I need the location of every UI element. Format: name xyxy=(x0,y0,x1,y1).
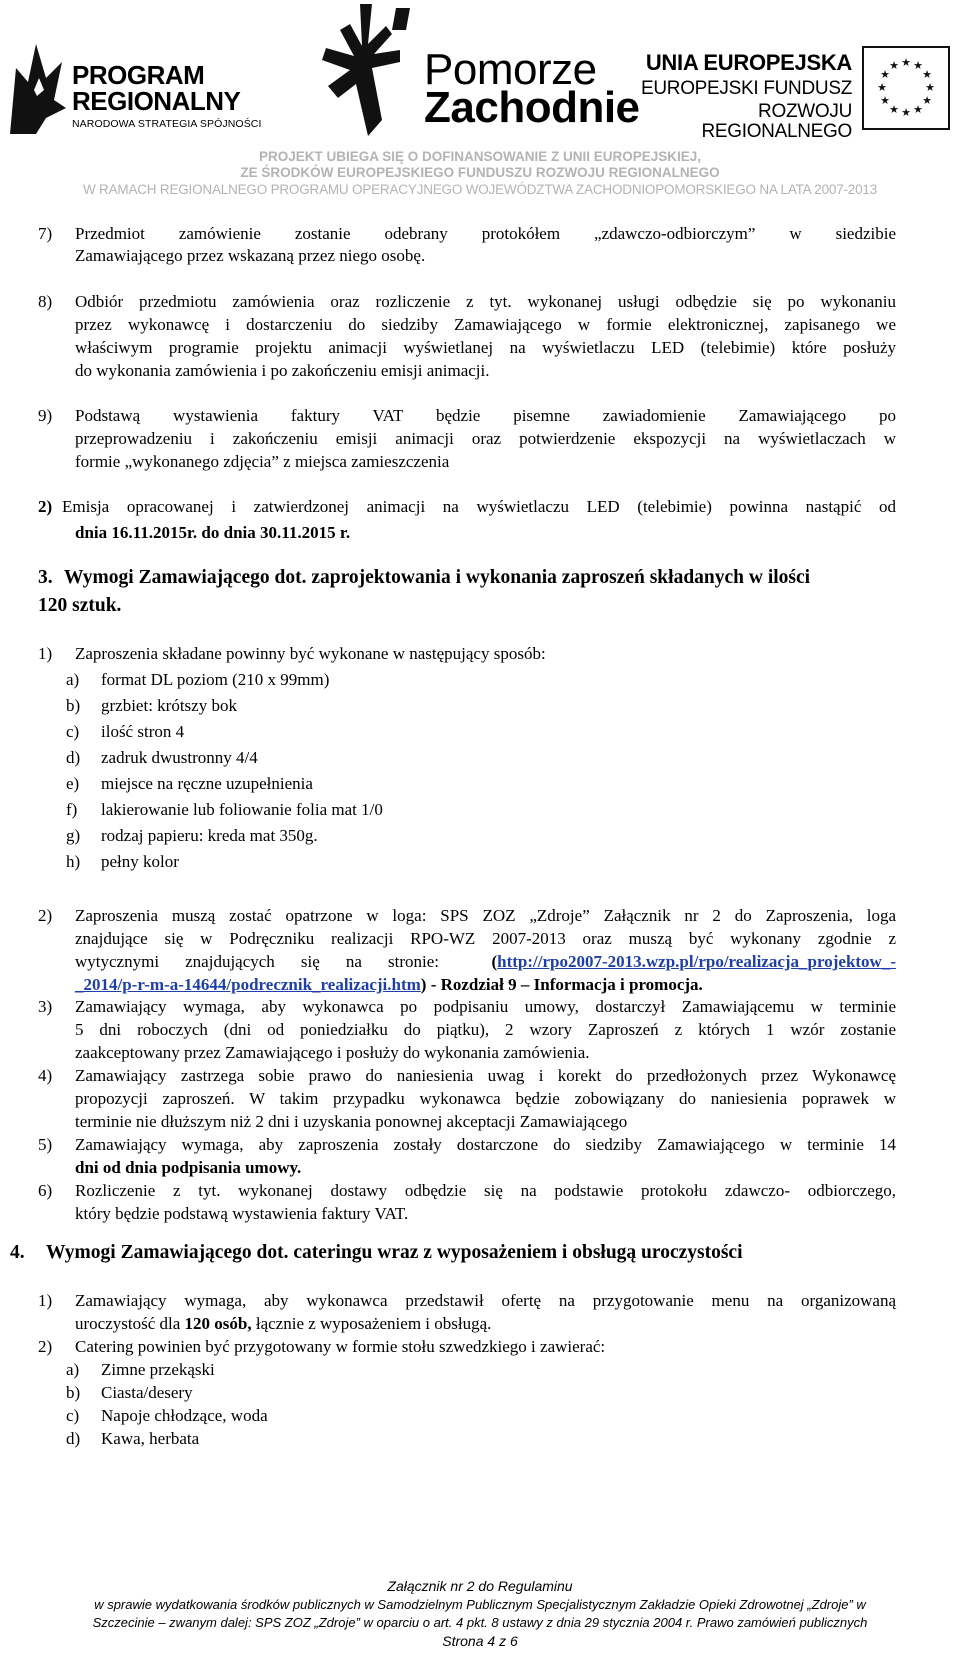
list-item: format DL poziom (210 x 99mm) xyxy=(101,670,330,689)
list-item: pełny kolor xyxy=(101,852,179,871)
item-number: 2) xyxy=(38,497,53,516)
section-number: 4. xyxy=(10,1242,25,1263)
paren-open: ( xyxy=(491,952,498,971)
item-number: 7) xyxy=(38,224,53,243)
paragraph-line: Rozliczenie z tyt. wykonanej dostawy odbędzie się na podstawie protokołu zdawczo- odbiorczego, xyxy=(75,1181,896,1200)
eu-flag-icon xyxy=(862,46,950,130)
text-segment: uroczystość dla xyxy=(75,1314,185,1333)
pomorze-label: Pomorze xyxy=(424,45,597,94)
program-regionalny-logo xyxy=(6,38,266,138)
paragraph-line: 5 dni roboczych (dni od poniedziałku do piątku), 2 wzory Zaproszeń z których 1 wzór zostanie xyxy=(75,1020,896,1039)
footer-line-2: w sprawie wydatkowania środków publicznych w Samodzielnym Publicznym Specjalistycznym Zakładzie Opieki Zdrowotnej „Zdroje” w xyxy=(94,1597,866,1612)
section-heading: Wymogi Zamawiającego dot. zaprojektowania i wykonania zaproszeń składanych w ilości xyxy=(64,567,811,588)
text-na: na xyxy=(345,952,362,971)
list-letter: a) xyxy=(66,1360,80,1379)
program-label: PROGRAM xyxy=(72,60,205,90)
paragraph-line: Catering powinien być przygotowany w formie stołu szwedzkiego i zawierać: xyxy=(75,1337,606,1356)
unia-label: UNIA EUROPEJSKA xyxy=(645,50,852,75)
paragraph-line: Emisja opracowanej i zatwierdzonej animacji na wyświetlaczu LED (telebimie) powinna nastąpić od xyxy=(62,497,896,516)
svg-text:★: ★ xyxy=(880,68,890,81)
item-number: 1) xyxy=(38,644,53,663)
text-stronie: stronie: xyxy=(387,952,439,971)
text-znajdujacych: znajdujących xyxy=(185,952,275,971)
list-item: zadruk dwustronny 4/4 xyxy=(101,748,258,767)
list-letter: d) xyxy=(66,748,81,767)
rpo-link[interactable]: http://rpo2007-2013.wzp.pl/rpo/realizacja_projektow_- xyxy=(497,952,896,971)
section-heading: 120 sztuk. xyxy=(38,595,122,616)
list-letter: f) xyxy=(66,800,78,819)
svg-text:★: ★ xyxy=(880,94,890,107)
item-number: 2) xyxy=(38,1337,53,1356)
strategia-label: NARODOWA STRATEGIA SPÓJNOŚCI xyxy=(72,118,262,130)
text-sie: się xyxy=(300,952,320,971)
list-item: Ciasta/desery xyxy=(101,1383,193,1402)
paragraph-line: właściwym programie projektu animacji wyświetlanej na wyświetlaczu LED (telebimie) które posłuży xyxy=(75,338,896,357)
paragraph-line: dnia 16.11.2015r. do dnia 30.11.2015 r. xyxy=(75,523,351,542)
footer-line-3: Szczecinie – zwanym dalej: SPS ZOZ „Zdroje” w oparciu o art. 4 pkt. 8 ustawy z dnia 29 stycznia 2004 r. Prawo zamówień publicznych xyxy=(92,1615,868,1630)
paragraph-line: Zaproszenia składane powinny być wykonane w następujący sposób: xyxy=(75,644,546,663)
chapter-reference: ) - Rozdział 9 – Informacja i promocja. xyxy=(420,975,703,994)
section-number: 3. xyxy=(38,567,53,588)
item-number: 6) xyxy=(38,1181,53,1200)
section-heading: Wymogi Zamawiającego dot. cateringu wraz z wyposażeniem i obsługą uroczystości xyxy=(46,1242,743,1263)
list-letter: b) xyxy=(66,696,81,715)
paragraph-line: przeprowadzeniu i zakończeniu emisji animacji oraz potwierdzenie ekspozycji na wyświetlaczach w xyxy=(75,429,896,448)
svg-text:★: ★ xyxy=(925,81,935,94)
svg-text:★: ★ xyxy=(922,94,932,107)
list-item: grzbiet: krótszy bok xyxy=(101,696,237,715)
footer-line-1: Załącznik nr 2 do Regulaminu xyxy=(387,1578,573,1594)
paragraph-line: do wykonania zamówienia i po zakończeniu emisji animacji. xyxy=(75,361,490,380)
guest-count: 120 osób, xyxy=(184,1314,252,1333)
list-item: rodzaj papieru: kreda mat 350g. xyxy=(101,826,318,845)
list-item: miejsce na ręczne uzupełnienia xyxy=(101,774,313,793)
paragraph-line: który będzie podstawą wystawienia faktury VAT. xyxy=(75,1204,409,1223)
unia-europejska-logo xyxy=(636,44,956,142)
paragraph-line: dni od dnia podpisania umowy. xyxy=(75,1158,302,1177)
project-line-1: PROJEKT UBIEGA SIĘ O DOFINANSOWANIE Z UNII EUROPEJSKIEJ, xyxy=(258,149,702,164)
item-number: 3) xyxy=(38,997,53,1016)
paragraph-line: Przedmiot zamówienie zostanie odebrany protokółem „zdawczo-odbiorczym” w siedzibie xyxy=(75,224,896,243)
page-number: Strona 4 z 6 xyxy=(442,1633,518,1649)
svg-text:★: ★ xyxy=(877,81,887,94)
list-letter: e) xyxy=(66,774,80,793)
svg-text:★: ★ xyxy=(901,106,911,119)
list-item: ilość stron 4 xyxy=(101,722,185,741)
rozwoju-label: ROZWOJU REGIONALNEGO xyxy=(701,101,852,142)
header-logos xyxy=(0,0,960,150)
paragraph-line xyxy=(75,1313,491,1335)
item-number: 9) xyxy=(38,406,53,425)
svg-text:★: ★ xyxy=(889,59,899,72)
regionalny-label: REGIONALNY xyxy=(72,86,241,116)
paragraph-line: Zamawiający wymaga, aby wykonawca po podpisaniu umowy, dostarczył Zamawiającemu w terminie xyxy=(75,997,896,1016)
rpo-link-continued[interactable]: _2014/p-r-m-a-14644/podrecznik_realizacji.htm xyxy=(75,975,421,994)
program-regionalny-star-icon xyxy=(6,38,68,138)
paragraph-line: zaakceptowany przez Zamawiającego i posłuży do wykonania zamówienia. xyxy=(75,1043,590,1062)
paragraph-line xyxy=(75,951,896,973)
list-letter: d) xyxy=(66,1429,81,1448)
paragraph-line: Podstawą wystawienia faktury VAT będzie pisemne zawiadomienie Zamawiającego po xyxy=(75,406,896,425)
list-item: Kawa, herbata xyxy=(101,1429,200,1448)
list-item: Napoje chłodzące, woda xyxy=(101,1406,268,1425)
zachodnie-label: Zachodnie xyxy=(424,83,640,132)
paragraph-line: Odbiór przedmiotu zamówienia oraz rozliczenie z tyt. wykonanej usługi odbędzie się po wykonaniu xyxy=(75,292,896,311)
item-number: 4) xyxy=(38,1066,53,1085)
item-number: 8) xyxy=(38,292,53,311)
project-line-2: ZE ŚRODKÓW EUROPEJSKIEGO FUNDUSZU ROZWOJU REGIONALNEGO xyxy=(240,165,720,180)
list-letter: c) xyxy=(66,722,80,741)
paragraph-line: przez wykonawcę i dostarczeniu do siedziby Zamawiającego w formie elektronicznej, zapisanego we xyxy=(75,315,896,334)
project-line-3: W RAMACH REGIONALNEGO PROGRAMU OPERACYJNEGO WOJEWÓDZTWA ZACHODNIOPOMORSKIEGO NA LATA 2007-2013 xyxy=(82,182,878,197)
fundusz-label: EUROPEJSKI FUNDUSZ xyxy=(640,78,852,99)
griffin-emblem-icon xyxy=(320,0,420,140)
list-letter: b) xyxy=(66,1383,81,1402)
list-letter: c) xyxy=(66,1406,80,1425)
pomorze-zachodnie-logo xyxy=(320,0,640,140)
list-item: lakierowanie lub foliowanie folia mat 1/0 xyxy=(101,800,383,819)
list-letter: h) xyxy=(66,852,81,871)
item-number: 2) xyxy=(38,906,53,925)
paragraph-line: Zamawiający zastrzega sobie prawo do naniesienia uwag i korekt do przedłożonych przez Wykonawcę xyxy=(75,1066,896,1085)
list-letter: g) xyxy=(66,826,81,845)
text-segment: łącznie z wyposażeniem i obsługą. xyxy=(251,1314,492,1333)
paragraph-line: Zamawiający wymaga, aby zaproszenia zostały dostarczone do siedziby Zamawiającego w terminie 14 xyxy=(75,1135,896,1154)
paragraph-line xyxy=(75,974,703,996)
paragraph-line: propozycji zaproszeń. W takim przypadku wykonawca będzie zobowiązany do naniesienia poprawek w xyxy=(75,1089,896,1108)
svg-text:★: ★ xyxy=(889,103,899,116)
list-item: Zimne przekąski xyxy=(101,1360,215,1379)
paragraph-line: formie „wykonanego zdjęcia” z miejsca zamieszczenia xyxy=(75,452,450,471)
svg-text:★: ★ xyxy=(922,68,932,81)
paragraph-line: znajdujące się w Podręczniku realizacji RPO-WZ 2007-2013 oraz muszą być wykonany zgodnie z xyxy=(75,929,896,948)
list-letter: a) xyxy=(66,670,80,689)
paragraph-line: terminie nie dłuższym niż 2 dni i uzyskania ponownej akceptacji Zamawiającego xyxy=(75,1112,628,1131)
svg-text:★: ★ xyxy=(913,103,923,116)
paragraph-line: Zamawiający wymaga, aby wykonawca przedstawił ofertę na przygotowanie menu na organizowaną xyxy=(75,1291,896,1310)
item-number: 1) xyxy=(38,1291,53,1310)
svg-text:★: ★ xyxy=(901,56,911,69)
paragraph-line: Zamawiającego przez wskazaną przez niego osobę. xyxy=(75,246,426,265)
paragraph-line: Zaproszenia muszą zostać opatrzone w loga: SPS ZOZ „Zdroje” Załącznik nr 2 do Zaproszenia, loga xyxy=(75,906,896,925)
item-number: 5) xyxy=(38,1135,53,1154)
svg-text:★: ★ xyxy=(913,59,923,72)
text-wytycznymi: wytycznymi xyxy=(75,952,160,971)
